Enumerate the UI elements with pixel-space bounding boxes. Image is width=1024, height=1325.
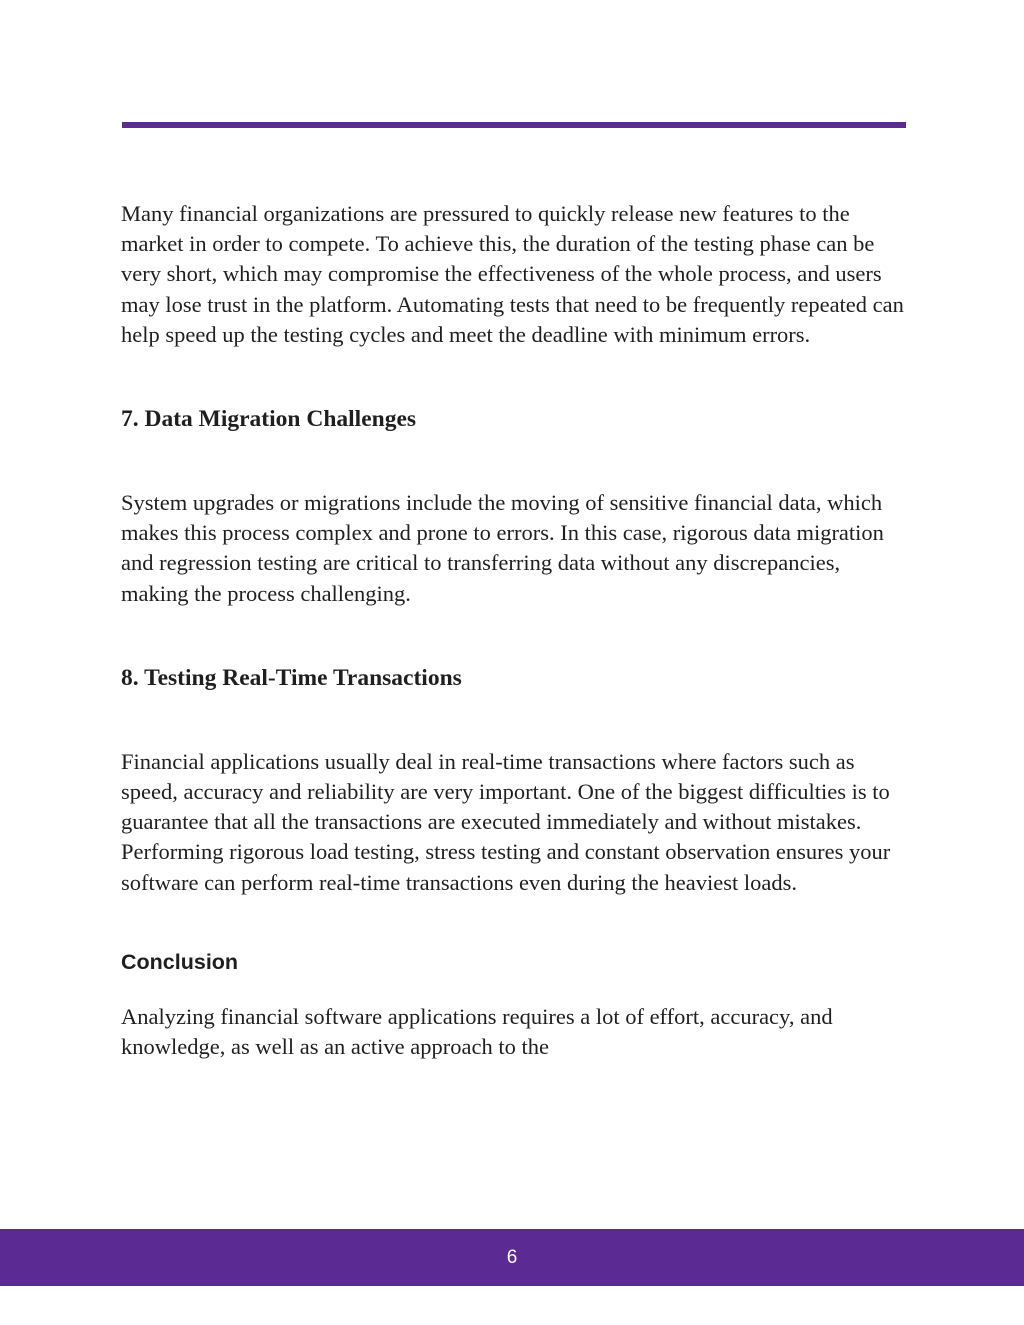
intro-paragraph: Many financial organizations are pressured to quickly release new features to the market in order to compete. To achieve this, the duration of the testing phase can be very short, which may compromise the effectiveness of the whole process, and users may lose trust in the platform. Automating tests that need to be frequently repeated can help speed up the testing cycles and meet the deadline with minimum errors. <box>121 201 904 347</box>
top-divider-rule <box>122 122 906 128</box>
conclusion-body: Analyzing financial software applications requires a lot of effort, accuracy, and knowledge, as well as an active approach to the <box>121 1003 833 1060</box>
page-footer <box>0 1229 1024 1286</box>
section-body-data-migration: System upgrades or migrations include the moving of sensitive financial data, which makes this process complex and prone to errors. In this case, rigorous data migration and regression testing are critical to transferring data without any discrepancies, making the process challenging. <box>121 490 884 606</box>
section-body-real-time-transactions: Financial applications usually deal in real-time transactions where factors such as speed, accuracy and reliability are very important. One of the biggest difficulties is to guarantee that all the transactions are executed immediately and without mistakes. Performing rigorous load testing, stress testing and constant observation ensures your software can perform real-time transactions even during the heaviest loads. <box>121 748 891 895</box>
page-content <box>121 199 911 1062</box>
page-number: 6 <box>506 1246 518 1268</box>
section-heading-real-time-transactions: 8. Testing Real-Time Transactions <box>121 664 462 691</box>
conclusion-heading: Conclusion <box>121 949 239 974</box>
section-heading-data-migration: 7. Data Migration Challenges <box>121 406 417 433</box>
